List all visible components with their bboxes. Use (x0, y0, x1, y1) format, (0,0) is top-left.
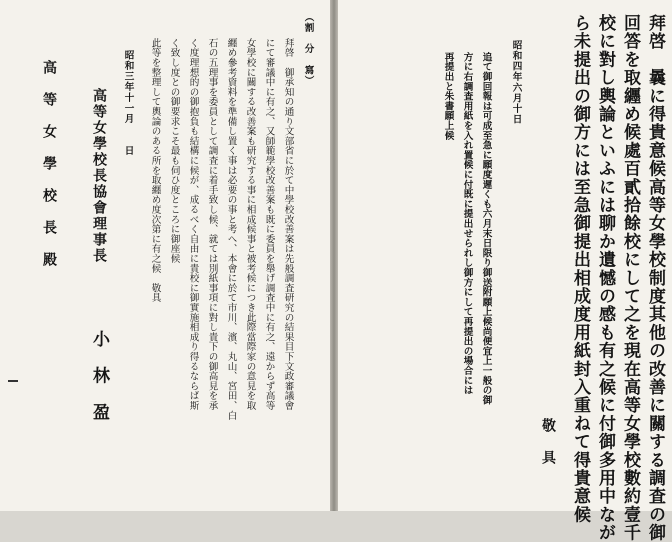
letter-line-1: 拜啓 曩に得貴意候高等女學校制度其他の改善に關する調査の御 (645, 14, 665, 542)
left-letter-date: 昭和三年十一月 日 (122, 50, 134, 156)
body-line-8: 此等を整理して輿論のある所を取纒め度次第に有之候 敬具 (149, 38, 161, 303)
body-line-3: 女學校に關する改善案も研究する事に相成候事と被考候につき此際當際家の意見を取 (244, 38, 256, 411)
book-gutter (330, 0, 338, 511)
sender-organization: 高等女學校長協會理事長 (91, 88, 107, 264)
closing-keigu: 敬 具 (540, 418, 556, 466)
recipient-line: 高 等 女 學 校 長 殿 (41, 60, 57, 268)
letter-date: 昭和四年六月十日 (510, 40, 522, 125)
left-page (0, 0, 330, 511)
letter-line-4: ら未提出の御方には至急御提出相成度用紙封入重ねて得貴意候 (570, 14, 590, 524)
postscript-line-2: 方に右調査用紙を入れ置候に付既に提出せられし御方にして再提出の場合には (461, 52, 473, 395)
right-page (338, 0, 672, 542)
body-line-1: 拜啓 御承知の通り文部省に於て中學校改善案は先般調査研究の結果目下文政審議會 (282, 38, 294, 411)
postscript-line-3: 再提出と朱書願上候 (442, 52, 454, 141)
body-line-6: く度理想的の御抱負も結構に候が、成るべく自由に貴校に御實施相成り得るならば斯 (187, 38, 199, 411)
letter-line-2: 回答を取纒め候處百貳拾餘校にして之を現在高等女學校數約壹千 (620, 14, 640, 542)
letter-line-3: 校に對し輿論といふには聊か遺憾の感も有之候に付御多用中なが (595, 14, 615, 542)
body-line-2: にて審議中に有之、又師範學校改善案も既に委員を舉げ調査中に有之、遠からず高等 (263, 38, 275, 411)
body-line-4: 纒め參考資料を準備し置く事は必要の事と考へ、本會に於て市川、濱、丸山、宮田、白 (225, 38, 237, 421)
margin-dash-mark (8, 380, 18, 382)
sender-name: 小 林 盈 (89, 330, 109, 421)
body-line-5: 石の五理事を委員として調査に着手致し候、就ては別紙事項に對し貴下の御高見を承 (206, 38, 218, 411)
postscript-line-1: 追て御回報は可成至急に願度遲くも六月末日限り御送附願上候尚便宜上一般の御 (480, 52, 492, 405)
body-line-7: く致し度との御要求こそ最も伺ひ度ところに御座候 (168, 38, 180, 264)
section-heading: （割 分 寫） (302, 12, 314, 87)
